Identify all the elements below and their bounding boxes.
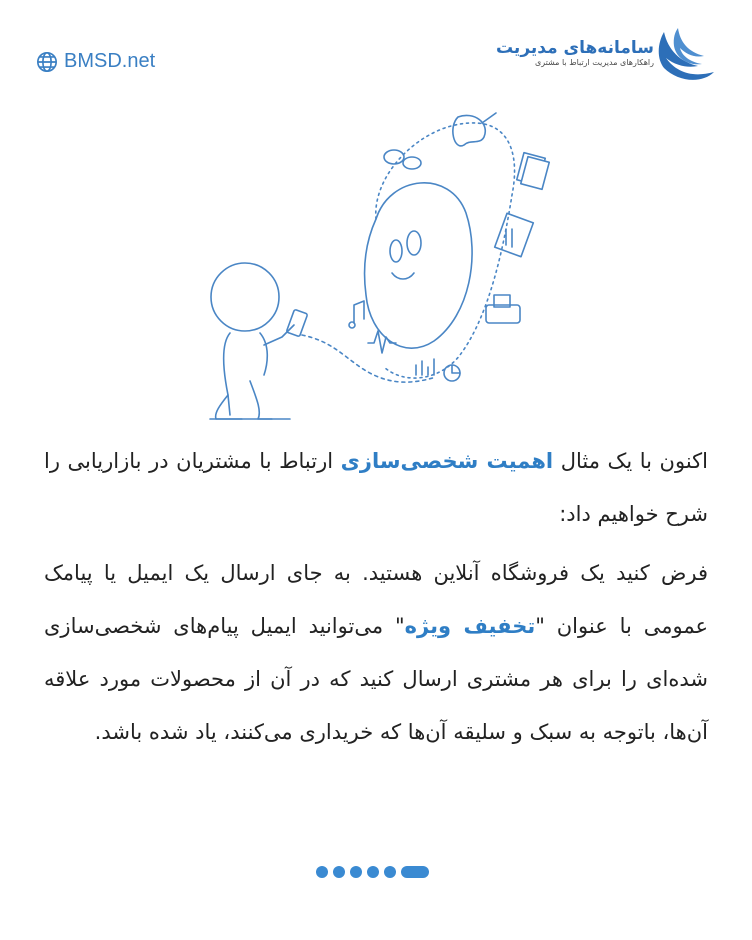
icon-pie-chart	[444, 365, 460, 381]
personalization-illustration	[190, 105, 570, 435]
brand-name: سامانه‌های مدیریت	[495, 38, 654, 58]
site-link[interactable]	[36, 50, 155, 73]
highlight-personalization: اهمیت شخصی‌سازی	[340, 449, 554, 473]
page-dot[interactable]	[333, 866, 345, 878]
site-url: BMSD.net	[64, 50, 156, 72]
brand-logo	[496, 22, 718, 84]
icon-bar-chart	[416, 359, 434, 375]
page-dot[interactable]	[316, 866, 328, 878]
icon-music-note	[349, 301, 364, 328]
globe-icon	[36, 51, 58, 73]
body-text	[44, 435, 708, 759]
icon-printer	[486, 295, 520, 323]
icon-document-stack	[517, 153, 549, 190]
icon-chat-bubbles	[384, 150, 421, 169]
brand-tagline: راهکارهای مدیریت ارتباط با مشتری	[534, 58, 654, 67]
icon-palette	[453, 113, 496, 146]
page-dot-active[interactable]	[401, 866, 429, 878]
person-figure	[210, 263, 308, 419]
pagination-dots	[316, 866, 429, 878]
icon-clipboard	[495, 213, 534, 256]
page-dot[interactable]	[367, 866, 379, 878]
paragraph-intro: اکنون با یک مثال اهمیت شخصی‌سازی ارتباط با مشتریان در بازاریابی را شرح خواهیم داد:	[44, 449, 708, 526]
paragraph-example: فرض کنید یک فروشگاه آنلاین هستید. به جای ارسال یک ایمیل یا پیامک عمومی با عنوان "تخفیف ویژه" می‌توانید ایمیل پیام‌های شخصی‌سازی شده‌ای را برای هر مشتری ارسال کنید که در آن از محصولات مورد علاقه آن‌ها، باتوجه به سبک و سلیقه آن‌ها که خریداری می‌کنند، یاد شده باشد.	[44, 561, 708, 744]
page-dot[interactable]	[384, 866, 396, 878]
page-dot[interactable]	[350, 866, 362, 878]
highlight-special-discount: تخفیف ویژه	[404, 614, 536, 638]
bird-wing-logo	[658, 22, 718, 84]
